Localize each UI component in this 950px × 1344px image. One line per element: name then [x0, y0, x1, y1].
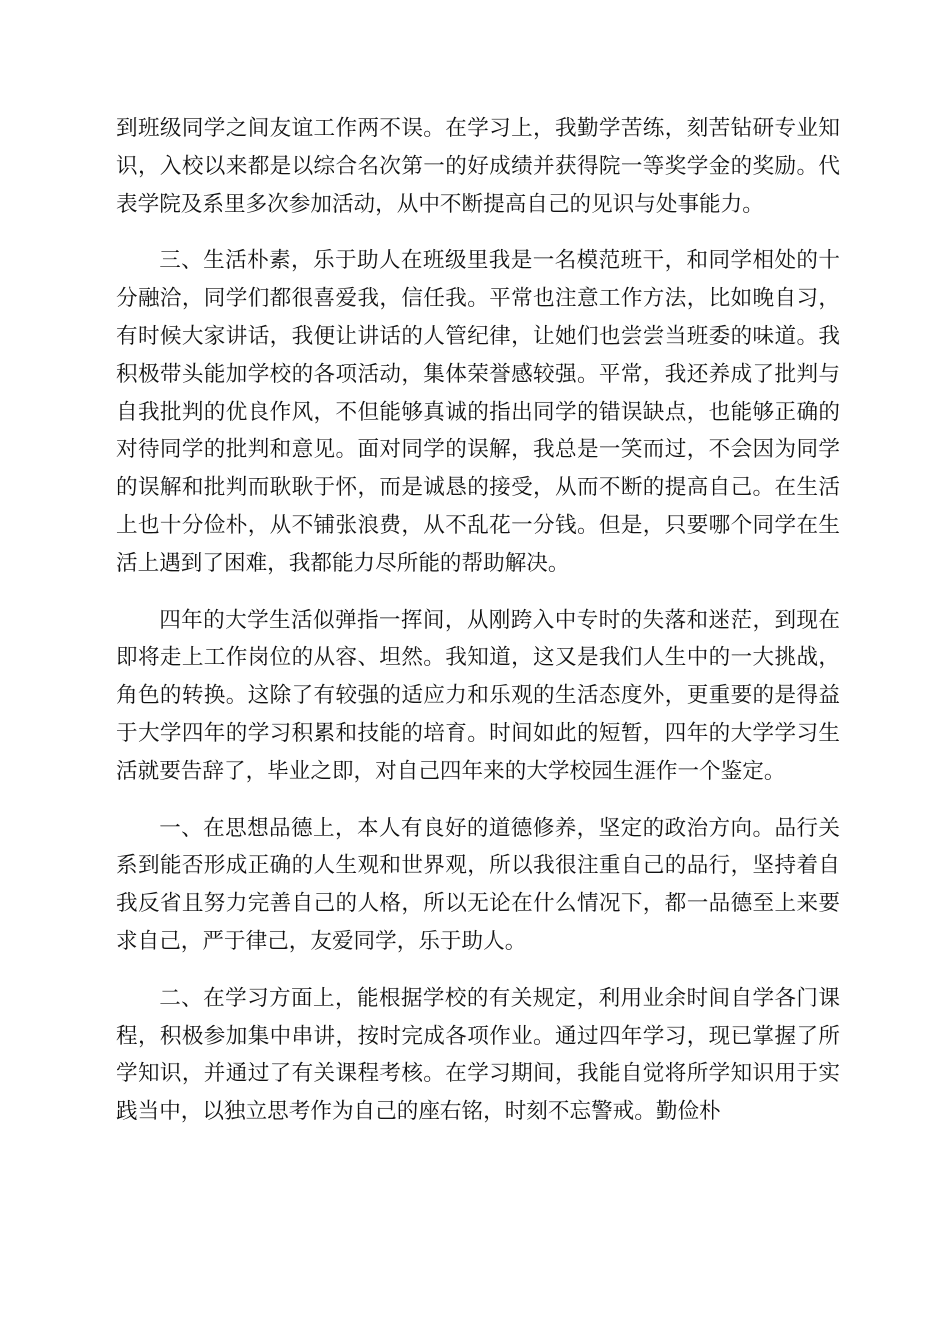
paragraph-moral-character: 一、在思想品德上，本人有良好的道德修养，坚定的政治方向。品行关系到能否形成正确的人生观和世界观，所以我很注重自己的品行，坚持着自我反省且努力完善自己的人格，所以无论在什么情况下，都一品德至上来要求自己，严于律己，友爱同学，乐于助人。	[116, 815, 840, 954]
paragraph-study: 二、在学习方面上，能根据学校的有关规定，利用业余时间自学各门课程，积极参加集中串讲，按时完成各项作业。通过四年学习，现已掌握了所学知识，并通过了有关课程考核。在学习期间，我能自觉将所学知识用于实践当中，以独立思考作为自己的座右铭，时刻不忘警戒。勤俭朴	[116, 985, 840, 1125]
paragraph-life-simplicity: 三、生活朴素，乐于助人在班级里我是一名模范班干，和同学相处的十分融洽，同学们都很喜爱我，信任我。平常也注意工作方法，比如晚自习，有时候大家讲话，我便让讲话的人管纪律，让她们也尝尝当班委的味道。我积极带头能加学校的各项活动，集体荣誉感较强。平常，我还养成了批判与自我批判的优良作风，不但能够真诚的指出同学的错误缺点，也能够正确的对待同学的批判和意见。面对同学的误解，我总是一笑而过，不会因为同学的误解和批判而耿耿于怀，而是诚恳的接受，从而不断的提高自己。在生活上也十分俭朴，从不铺张浪费，从不乱花一分钱。但是，只要哪个同学在生活上遇到了困难，我都能力尽所能的帮助解决。	[116, 248, 840, 576]
document-body	[116, 110, 840, 1131]
paragraph-continuation: 到班级同学之间友谊工作两不误。在学习上，我勤学苦练，刻苦钻研专业知识，入校以来都是以综合名次第一的好成绩并获得院一等奖学金的奖励。代表学院及系里多次参加活动，从中不断提高自己的见识与处事能力。	[116, 116, 840, 217]
paragraph-four-years-summary: 四年的大学生活似弹指一挥间，从刚跨入中专时的失落和迷茫，到现在即将走上工作岗位的从容、坦然。我知道，这又是我们人生中的一大挑战，角色的转换。这除了有较强的适应力和乐观的生活态度外，更重要的是得益于大学四年的学习积累和技能的培育。时间如此的短暂，四年的大学学习生活就要告辞了，毕业之即，对自己四年来的大学校园生涯作一个鉴定。	[116, 607, 840, 784]
